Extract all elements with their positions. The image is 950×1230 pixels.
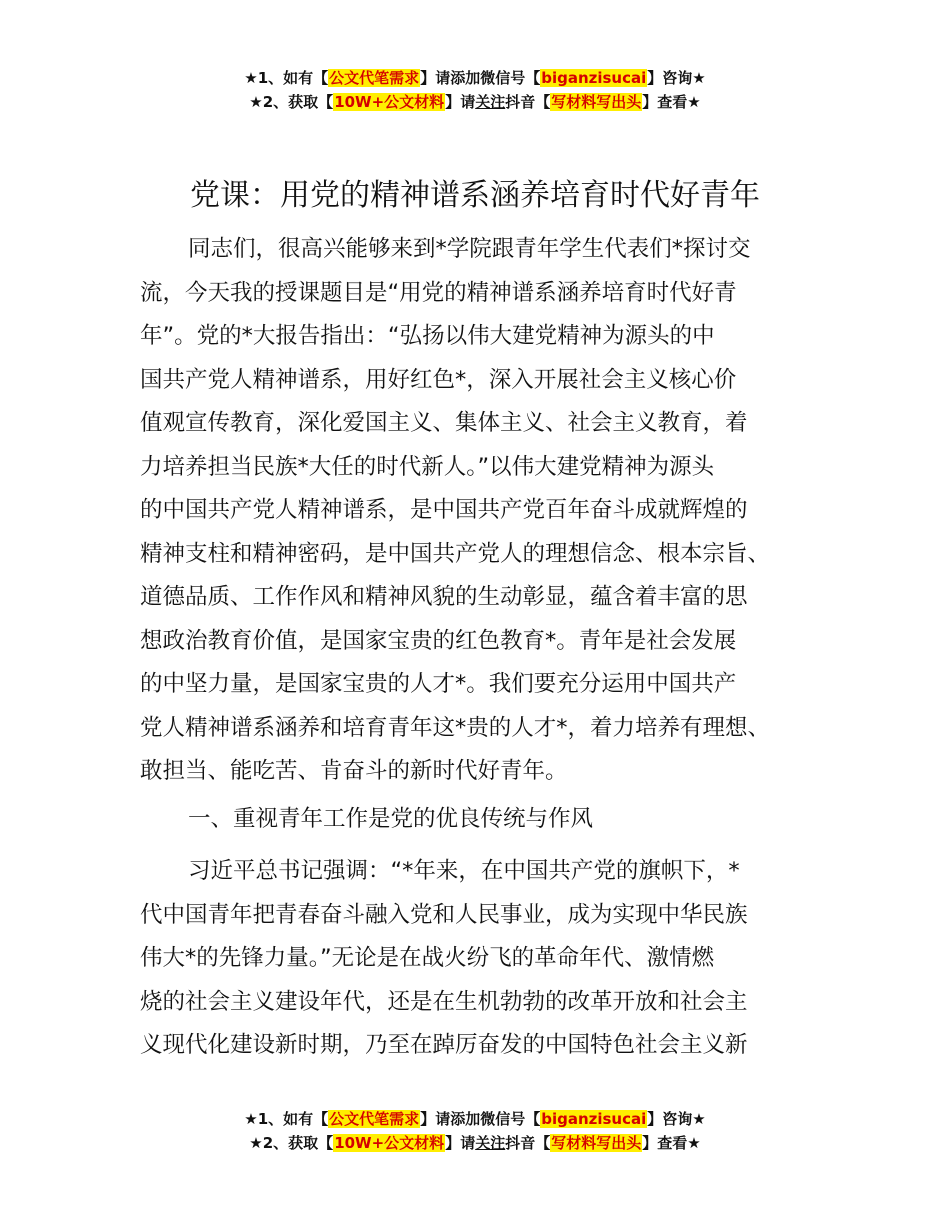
highlight-service: 公文代笔需求 bbox=[329, 1110, 420, 1128]
banner-text: ★2、获取【 bbox=[249, 1134, 334, 1152]
text-line: 义现代化建设新时期，乃至在踔厉奋发的中国特色社会主义新 bbox=[140, 1032, 748, 1058]
text-line: 力培养担当民族*大任的时代新人。”以伟大建党精神为源头 bbox=[140, 453, 715, 480]
text-line: 伟大*的先锋力量。”无论是在战火纷飞的革命年代、激情燃 bbox=[140, 945, 715, 971]
banner-text: 抖音【 bbox=[505, 93, 551, 111]
banner-text: 】请 bbox=[445, 93, 476, 111]
text-line: 代中国青年把青春奋斗融入党和人民事业，成为实现中华民族 bbox=[140, 901, 748, 928]
banner-text: 】请添加微信号【 bbox=[420, 1110, 541, 1128]
banner-text: 】咨询★ bbox=[647, 69, 706, 87]
section-heading bbox=[140, 798, 830, 842]
text-line: 道德品质、工作作风和精神风貌的生动彰显，蕴含着丰富的思 bbox=[140, 584, 748, 610]
banner-text: 】查看★ bbox=[642, 1134, 701, 1152]
text-line: 的中坚力量，是国家宝贵的人才*。我们要充分运用中国共产 bbox=[140, 671, 737, 697]
highlight-douyin-account: 写材料写出头 bbox=[551, 1134, 642, 1152]
intro-paragraph bbox=[140, 228, 830, 794]
document-title: 党课：用党的精神谱系涵养培育时代好青年 bbox=[190, 178, 760, 213]
highlight-douyin-account: 写材料写出头 bbox=[551, 93, 642, 111]
text-line: 年”。党的*大报告指出：“弘扬以伟大建党精神为源头的中 bbox=[140, 323, 715, 349]
text-line: 流，今天我的授课题目是“用党的精神谱系涵养培育时代好青 bbox=[140, 279, 737, 306]
text-line: 精神支柱和精神密码，是中国共产党人的理想信念、根本宗旨、 bbox=[140, 540, 771, 567]
banner-text: 抖音【 bbox=[505, 1134, 551, 1152]
banner-text: ★1、如有【 bbox=[244, 69, 329, 87]
text-line: 党人精神谱系涵养和培育青年这*贵的人才*，着力培养有理想、 bbox=[140, 714, 771, 741]
footer-banner bbox=[0, 1107, 950, 1155]
highlight-wechat-id: biganzisucai bbox=[541, 69, 647, 87]
banner-line-1 bbox=[0, 1107, 950, 1131]
text-line: 习近平总书记强调：“*年来，在中国共产党的旗帜下，* bbox=[188, 858, 740, 884]
header-banner bbox=[0, 66, 950, 114]
text-line: 国共产党人精神谱系，用好红色*，深入开展社会主义核心价 bbox=[140, 366, 737, 393]
highlight-materials: 10W+公文材料 bbox=[334, 1134, 445, 1152]
text-line: 同志们，很高兴能够来到*学院跟青年学生代表们*探讨交 bbox=[188, 236, 751, 262]
underlined-follow: 关注 bbox=[475, 1134, 506, 1152]
text-line: 敢担当、能吃苦、肯奋斗的新时代好青年。 bbox=[140, 758, 568, 784]
section-heading-text: 一、重视青年工作是党的优良传统与作风 bbox=[188, 806, 594, 832]
highlight-wechat-id: biganzisucai bbox=[541, 1110, 647, 1128]
banner-text: 】咨询★ bbox=[647, 1110, 706, 1128]
highlight-materials: 10W+公文材料 bbox=[334, 93, 445, 111]
banner-text: ★1、如有【 bbox=[244, 1110, 329, 1128]
banner-text: 】查看★ bbox=[642, 93, 701, 111]
banner-line-1 bbox=[0, 66, 950, 90]
banner-line-2 bbox=[0, 1131, 950, 1155]
banner-text: ★2、获取【 bbox=[249, 93, 334, 111]
banner-line-2 bbox=[0, 90, 950, 114]
banner-text: 】请添加微信号【 bbox=[420, 69, 541, 87]
section-paragraph bbox=[140, 850, 830, 1068]
text-line: 烧的社会主义建设年代，还是在生机勃勃的改革开放和社会主 bbox=[140, 988, 748, 1015]
highlight-service: 公文代笔需求 bbox=[329, 69, 420, 87]
text-line: 值观宣传教育，深化爱国主义、集体主义、社会主义教育，着 bbox=[140, 410, 748, 436]
underlined-follow: 关注 bbox=[475, 93, 506, 111]
text-line: 的中国共产党人精神谱系，是中国共产党百年奋斗成就辉煌的 bbox=[140, 497, 748, 523]
banner-text: 】请 bbox=[445, 1134, 476, 1152]
text-line: 想政治教育价值，是国家宝贵的红色教育*。青年是社会发展 bbox=[140, 627, 737, 654]
